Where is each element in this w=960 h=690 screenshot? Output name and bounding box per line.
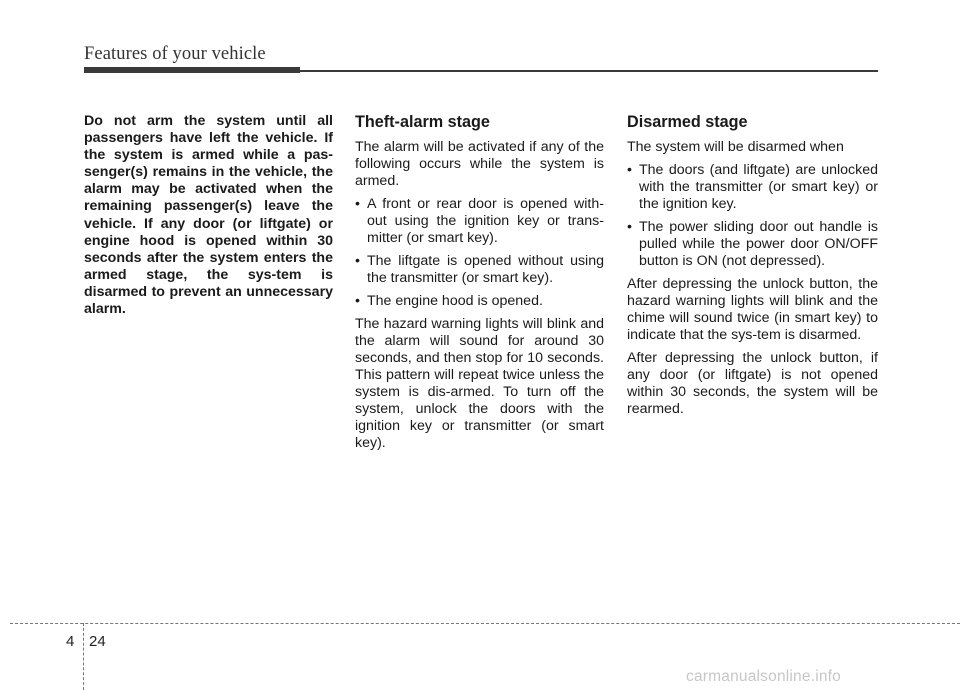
theft-alarm-intro: The alarm will be activated if any of the following occurs while the system is armed.: [355, 139, 604, 189]
page-header-title: Features of your vehicle: [84, 44, 266, 64]
theft-alarm-heading: Theft-alarm stage: [355, 113, 490, 131]
disarmed-body-1: After depressing the unlock button, the hazard warning lights will blink and the chime will sound twice (in smart key) to indicate that the sys-tem is disarmed.: [627, 276, 878, 343]
bullet-icon: •: [627, 219, 632, 235]
disarmed-section: [627, 112, 878, 424]
list-item: [627, 219, 878, 270]
header-rule-thick: [84, 67, 300, 73]
bullet-icon: •: [355, 293, 360, 309]
list-item: [355, 196, 604, 247]
list-item: [355, 253, 604, 287]
list-item-text: The liftgate is opened without using the transmitter (or smart key).: [367, 253, 604, 286]
list-item-text: The doors (and liftgate) are unlocked with the transmitter (or smart key) or the ignition key.: [639, 162, 878, 212]
page-number: 24: [89, 633, 106, 650]
list-item-text: The engine hood is opened.: [367, 293, 543, 309]
bullet-icon: •: [355, 253, 360, 269]
warning-text: Do not arm the system until all passengers have left the vehicle. If the system is armed while a pas-senger(s) remains in the vehicle, the alarm may be activated when the remaining passenger(s) leave the vehicle. If any door (or liftgate) or engine hood is opened within 30 seconds after the system enters the armed stage, the sys-tem is disarmed to prevent an unnecessary alarm.: [84, 113, 333, 318]
bullet-icon: •: [627, 162, 632, 178]
disarmed-body-2: After depressing the unlock button, if any door (or liftgate) is not opened within 30 seconds, the system will be rearmed.: [627, 350, 878, 417]
bullet-icon: •: [355, 196, 360, 212]
disarmed-list: [627, 162, 878, 270]
watermark: carmanualsonline.info: [686, 668, 841, 685]
list-item-text: A front or rear door is opened with-out using the ignition key or trans-mitter (or smart key).: [367, 196, 604, 246]
list-item-text: The power sliding door out handle is pulled while the power door ON/OFF button is ON (not depressed).: [639, 219, 878, 269]
header-rule-thin: [300, 70, 878, 72]
theft-alarm-section: [355, 112, 604, 458]
footer-rule-vertical: [83, 623, 84, 690]
footer-rule-horizontal: [10, 623, 960, 624]
theft-alarm-list: [355, 196, 604, 310]
chapter-number: 4: [66, 633, 75, 650]
disarmed-intro: The system will be disarmed when: [627, 139, 844, 155]
list-item: [627, 162, 878, 213]
theft-alarm-body: The hazard warning lights will blink and the alarm will sound for around 30 seconds, and then stop for 10 seconds. This pattern will repeat twice unless the system is dis-armed. To turn off the system, unlock the doors with the ignition key or transmitter (or smart key).: [355, 316, 604, 451]
warning-column: [84, 113, 333, 318]
disarmed-heading: Disarmed stage: [627, 113, 748, 131]
list-item: [355, 293, 604, 310]
